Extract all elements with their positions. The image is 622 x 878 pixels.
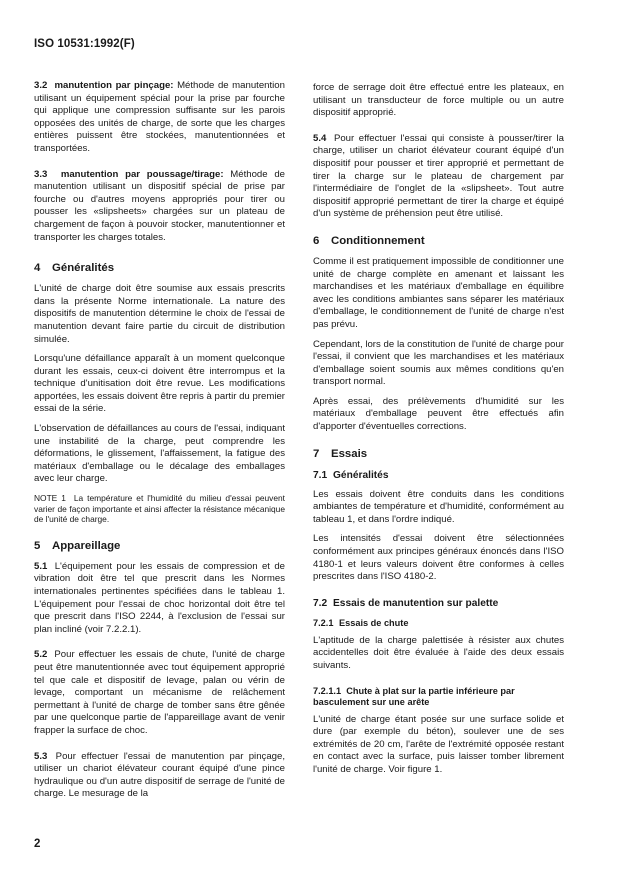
- note-1-text: La température et l'humidité du milieu d'essai peuvent varier de façon importante et ainsi affecter la résistance mécanique de l'unité de charge.: [34, 493, 285, 525]
- clause-5-4: [313, 133, 564, 221]
- subsection-7-1-title: Généralités: [333, 469, 389, 481]
- def-3-3-term: manutention par poussage/tirage:: [60, 168, 224, 180]
- clause-5-3-number: 5.3: [34, 750, 48, 762]
- section-4-para-2: Lorsqu'une défaillance apparaît à un moment quelconque durant les essais, ceux-ci doivent être interrompus et la technique d'unitisation doit être revue. Les modifications apportées, les essais doivent être repris à partir du premier essai de la série.: [34, 353, 285, 415]
- subsection-7-2-1-number: 7.2.1: [313, 617, 334, 628]
- section-6-para-3: Après essai, des prélèvements d'humidité sur les matériaux d'emballage peuvent être effectués afin d'apporter d'éventuelles corrections.: [313, 395, 564, 433]
- section-5-heading: [34, 539, 285, 553]
- def-3-2-number: 3.2: [34, 80, 48, 91]
- subsection-7-2-1-para: L'aptitude de la charge palettisée à résister aux chutes accidentelles doit être évaluée à l'aide des deux essais suivants.: [313, 634, 564, 671]
- section-4-title: Généralités: [52, 262, 115, 275]
- section-5-number: 5: [34, 539, 41, 552]
- section-7-heading: [313, 447, 564, 461]
- section-5-title: Appareillage: [52, 539, 121, 552]
- clause-5-2-text: Pour effectuer les essais de chute, l'unité de charge peut être manutentionnée avec tout équipement approprié tel que cale et dispositif de levage, palan ou vérin de levage, comportant un mécanisme de relâchement permettant à l'unité de charge de tomber sans être gênée par une quelconque partie de l'appareillage avant de venir frapper la surface de choc.: [34, 649, 286, 736]
- subsection-7-1-heading: [313, 469, 564, 482]
- definition-3-2: [34, 80, 285, 156]
- section-6-number: 6: [313, 234, 320, 247]
- clause-5-3-continued: force de serrage doit être effectué entre les plateaux, en utilisant un transducteur de force multiple ou un autre dispositif approprié.: [313, 82, 564, 119]
- subsection-7-2-1-1-para: L'unité de charge étant posée sur une surface solide et dure (par exemple du béton), soulever une de ses extrémités de 20 cm, l'arête de l'extrémité opposée restant en contact avec la surface, puis laisser tomber librement l'unité de charge. Voir figure 1.: [313, 713, 564, 775]
- note-1-label: NOTE 1: [34, 493, 66, 504]
- def-3-3-text: Méthode de manutention utilisant un dispositif spécial de prise par fourche ou d'autres moyens appropriés pour tirer ou pousser les «slipsheets» chargées sur un plateau de chargement de façon à pouvoir stocker, manutentionner et transporter les charges totales.: [34, 168, 285, 243]
- section-4-para-3: L'observation de défaillances au cours de l'essai, indiquant une instabilité de la charge, peut comprendre les déformations, le glissement, l'affaissement, la fatigue des matériaux d'emballage ou le décalage des emballages avec leur charge.: [34, 423, 285, 485]
- clause-5-1: [34, 561, 285, 637]
- section-7-number: 7: [313, 447, 320, 460]
- clause-5-3-text: Pour effectuer l'essai de manutention par pinçage, utiliser un chariot élévateur courant équipé d'une pince hydraulique ou d'un autre dispositif de serrage de l'unité de charge. Le mesurage de la: [34, 750, 285, 800]
- subsection-7-2-heading: [313, 597, 564, 610]
- note-1: [34, 493, 285, 525]
- subsection-7-2-1-1-number: 7.2.1.1: [313, 685, 342, 696]
- section-7-title: Essais: [331, 447, 368, 460]
- section-6-para-2: Cependant, lors de la constitution de l'unité de charge pour l'essai, il convient que les marchandises et les matériaux d'emballage soient soumis aux mêmes conditions qu'en transport normal.: [313, 338, 564, 388]
- subsection-7-2-1-title: Essais de chute: [339, 617, 409, 628]
- section-4-para-1: L'unité de charge doit être soumise aux essais prescrits dans la présente Norme internationale. La nature des dispositifs de manutention détermine le choix de l'essai de manutention devant faire partie du circuit de distribution simulée.: [34, 283, 285, 345]
- def-3-2-text: Méthode de manutention utilisant un équipement spécial pour la prise par fourche qui applique une compression suffisante sur les parois opposées des unités de charge, de sorte que les charges entières puissent être stockées, manutentionnées et transportées.: [34, 80, 285, 154]
- clause-5-1-text: L'équipement pour les essais de compression et de vibration doit être tel que prescrit dans les Normes internationales pertinentes spécifiées dans le tableau 1. L'équipement pour l'essai de choc horizontal doit être tel que prescrit dans l'ISO 2244, à l'exclusion de l'essai sur plan incliné (voir 7.2.2.1).: [34, 560, 285, 635]
- clause-5-1-number: 5.1: [34, 560, 48, 572]
- clause-5-4-text: Pour effectuer l'essai qui consiste à pousser/tirer la charge, utiliser un chariot élévateur courant équipé d'un dispositif pour pousser et tirer approprié et permettant de tirer la charge sur le plateau de chargement par l'intermédiaire de l'onglet de la «slipsheet». Tout autre dispositif approprié permettant de tirer la charge et équipé d'un système de préhension peut être utilisé.: [313, 132, 564, 220]
- clause-5-4-number: 5.4: [313, 132, 327, 144]
- section-6-title: Conditionnement: [331, 234, 425, 247]
- subsection-7-1-para-2: Les intensités d'essai doivent être sélectionnées conformément aux principes généraux énoncés dans l'ISO 4180-1 et leurs valeurs doivent être conformes à celles prescrites dans l'ISO 4180-2.: [313, 533, 564, 583]
- left-column: [34, 80, 285, 808]
- document-header: ISO 10531:1992(F): [34, 38, 135, 50]
- clause-5-2: [34, 649, 285, 737]
- definition-3-3: [34, 169, 285, 245]
- subsection-7-2-title: Essais de manutention sur palette: [333, 597, 499, 609]
- def-3-2-term: manutention par pinçage:: [54, 80, 174, 91]
- def-3-3-number: 3.3: [34, 168, 48, 180]
- subsection-7-2-number: 7.2: [313, 597, 328, 609]
- clause-5-2-number: 5.2: [34, 649, 48, 661]
- subsection-7-1-number: 7.1: [313, 469, 328, 481]
- section-4-number: 4: [34, 262, 41, 275]
- clause-5-3: [34, 751, 285, 801]
- section-6-para-1: Comme il est pratiquement impossible de conditionner une unité de charge complète en amenant et laissant les marchandises et les matériaux d'emballage en équilibre avec les conditions ambiantes sans séparer les matériaux d'emballage, le conditionnement de l'unité de charge n'est pas prévu.: [313, 255, 564, 330]
- page-number: 2: [34, 838, 41, 850]
- section-4-heading: [34, 261, 285, 275]
- subsection-7-2-1-heading: [313, 617, 564, 629]
- right-column: [313, 82, 564, 784]
- subsection-7-1-para-1: Les essais doivent être conduits dans les conditions ambiantes de température et d'humidité, conformément au tableau 1, et dans l'ordre indiqué.: [313, 488, 564, 525]
- subsection-7-2-1-1-heading: [313, 686, 564, 709]
- subsection-7-2-1-1-title: Chute à plat sur la partie inférieure par basculement sur une arête: [313, 685, 515, 708]
- section-6-heading: [313, 234, 564, 248]
